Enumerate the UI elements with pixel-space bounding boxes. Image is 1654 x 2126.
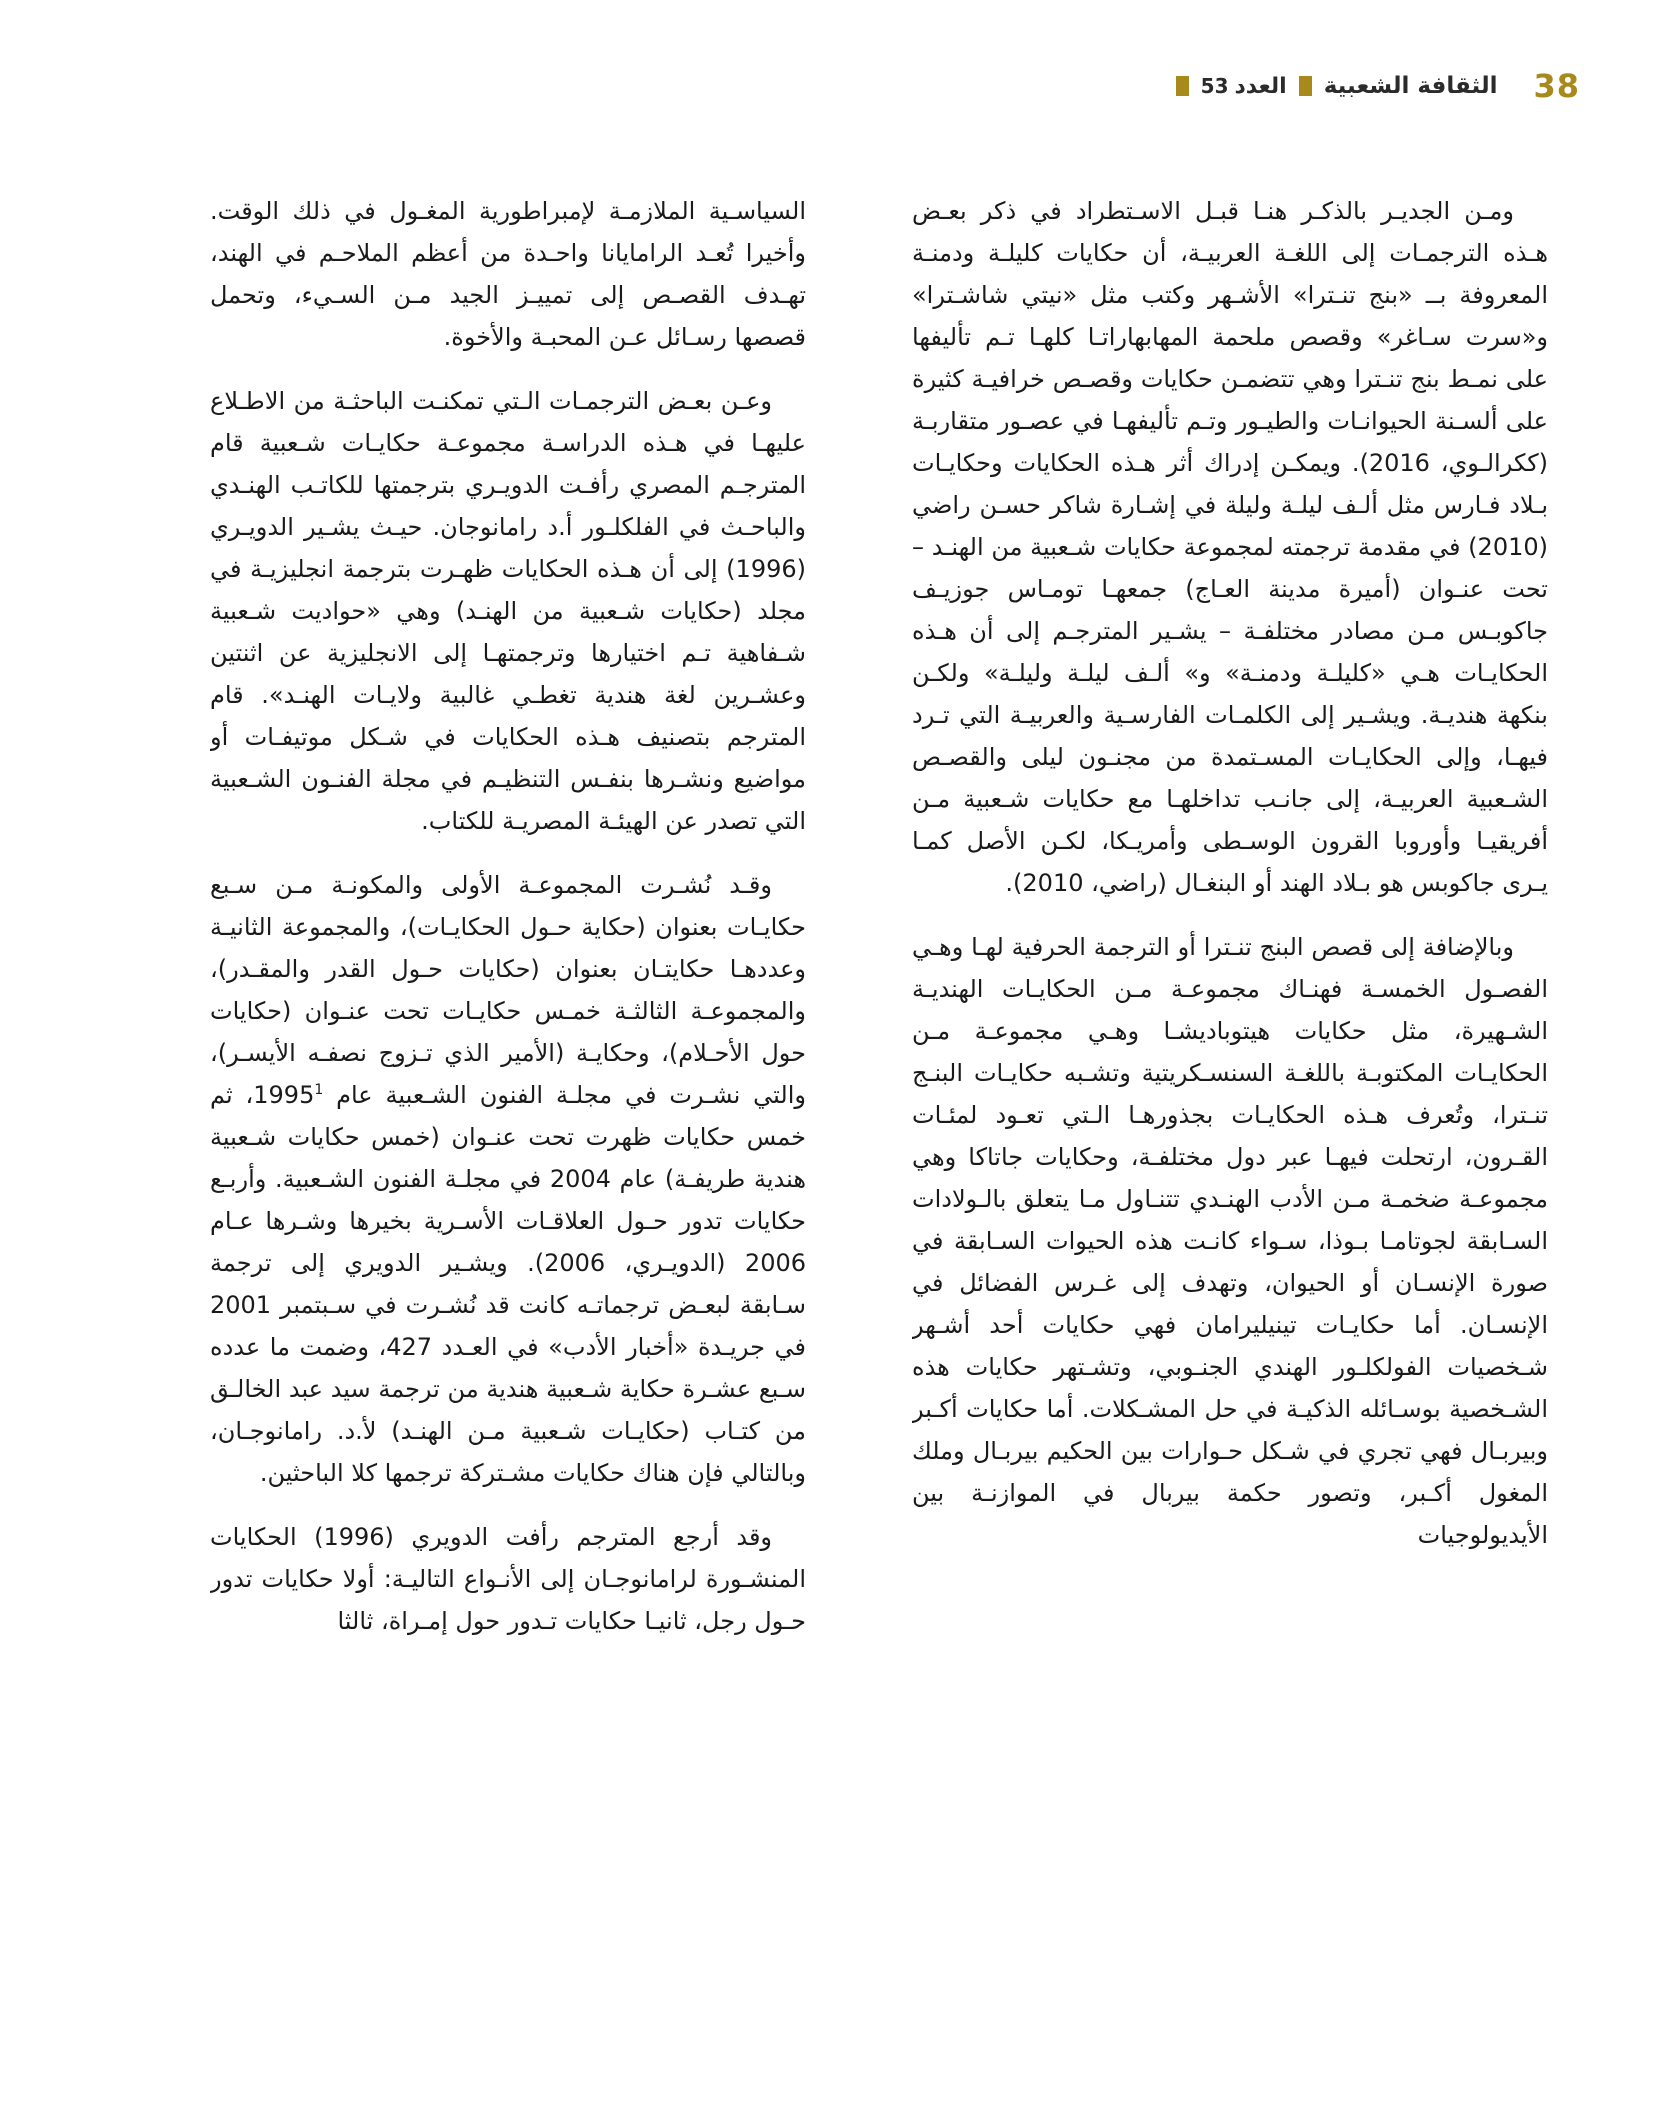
paragraph: وقد أرجع المترجم رأفت الدويري (1996) الحكايات المنشـورة لرامانوجـان إلى الأنـواع التاليـة: أولا حكايات تدور حـول رجل، ثانيـا حكايات تـدور حول إمـراة، ثالثا xyxy=(210,1523,806,1635)
paragraph-text: ، ثم خمس حكايات ظهرت تحت عنـوان (خمس حكايات شـعبية هندية طريفـة) عام 2004 في مجلـة الفنون الشـعبية. وأربـع حكايات تدور حـول العلاقـات الأسـرية بخيرها وشـرها عـام 2006 (الدويـري، 2006). ويشـير الدويري إلى ترجمة سـابقة لبعـض ترجماتـه كانت قد نُشـرت في سـبتمبر 2001 في جريـدة «أخبار الأدب» في العـدد 427، وضمت ما عدده سـبع عشـرة حكاية شـعبية هندية من ترجمة سيد عبد الخالـق من كتـاب (حكايـات شـعبية مـن الهنـد) لأ.د. رامانوجـان، وبالتالي فإن هناك حكايات مشـتركة ترجمها كلا الباحثين. xyxy=(210,1081,806,1487)
issue-label xyxy=(1201,74,1287,99)
paragraph-text: وقـد نُشـرت المجموعـة الأولى والمكونـة مـن سـبع حكايـات بعنوان (حكاية حـول الحكايـات)، والمجموعة الثانيـة وعددهـا حكايتـان بعنوان (حكايات حـول القدر والمقـدر)، والمجموعـة الثالثـة خمـس حكايـات تحت عنـوان (حكايات حول الأحـلام)، وحكايـة (الأمير الذي تـزوج نصفـه الأيسـر)، والتي نشـرت في مجلـة الفنون الشـعبية عام 1995 xyxy=(210,871,806,1109)
page-number: 38 xyxy=(1533,67,1580,105)
paragraph: السياسـية الملازمـة لإمبراطورية المغـول في ذلك الوقت. وأخيرا تُعـد الرامايانا واحـدة من أعظم الملاحـم في الهند، تهـدف القصـص إلى تمييـز الجيد مـن السـيء، وتحمل قصصها رسـائل عـن المحبـة والأخوة. xyxy=(210,197,806,351)
issue-number: 53 xyxy=(1200,74,1229,98)
issue-word: العدد xyxy=(1234,73,1287,99)
running-header xyxy=(1160,66,1580,106)
paragraph: ومـن الجديـر بالذكـر هنـا قبـل الاسـتطراد في ذكر بعـض هـذه الترجمـات إلى اللغـة العربيـة، أن حكايات كليلـة ودمنـة المعروفة بــ «بنج تنـترا» الأشـهر وكتب مثل «نيتي شاشـترا» و«سرت سـاغر» وقصص ملحمة المهابهاراتـا كلهـا تـم تأليفها على نمـط بنج تنـترا وهي تتضمـن حكايات وقصـص خرافيـة كثيرة على ألسـنة الحيوانـات والطيـور وتـم تأليفهـا في عصـور متقاربـة (ككرالـوي، 2016). ويمكـن إدراك أثر هـذه الحكايات وحكايـات بـلاد فـارس مثل ألـف ليلـة وليلة في إشـارة شاكر حسـن راضي (2010) في مقدمة ترجمته لمجموعة حكايات شـعبية من الهنـد – تحت عنـوان (أميرة مدينة العـاج) جمعهـا تومـاس جوزيـف جاكوبـس مـن مصادر مختلفـة – يشـير المترجـم إلى أن هـذه الحكايـات هـي «كليلـة ودمنـة» و» ألـف ليلـة وليلـة» ولكـن بنكهة هنديـة. ويشـير إلى الكلمـات الفارسـية والعربيـة التي تـرد فيهـا، وإلى الحكايـات المسـتمدة من مجنـون ليلى والقصـص الشـعبية العربيـة، إلى جانـب تداخلهـا مع حكايات شـعبية مـن أفريقيـا وأوروبا القرون الوسـطى وأمريـكا، لكـن الأصل كمـا يـرى جاكوبس هو بـلاد الهند أو البنغـال (راضي، 2010). xyxy=(912,197,1548,897)
left-text-column xyxy=(210,190,806,1990)
header-marker-square xyxy=(1299,76,1312,96)
header-marker-square xyxy=(1176,76,1189,96)
paragraph: وبالإضافة إلى قصص البنج تنـترا أو الترجمة الحرفية لهـا وهـي الفصـول الخمسـة فهنـاك مجموعـة مـن الحكايـات الهنديـة الشـهيرة، مثل حكايات هيتوباديشـا وهـي مجموعـة مـن الحكايـات المكتوبـة باللغـة السنسـكريتية وتشـبه حكايـات البنـج تنـترا، وتُعرف هـذه الحكايـات بجذورهـا الـتي تعـود لمئـات القـرون، ارتحلت فيهـا عبر دول مختلفـة، وحكايات جاتاكا وهي مجموعـة ضخمـة مـن الأدب الهنـدي تتنـاول مـا يتعلق بالـولادات السـابقة لجوتامـا بـوذا، سـواء كانـت هذه الحيوات السـابقة في صورة الإنسـان أو الحيوان، وتهدف إلى غـرس الفضائل في الإنسـان. أما حكايـات تينيليرامان فهي حكايات أحد أشـهر شـخصيات الفولكلـور الهندي الجنـوبي، وتشـتهر حكايات هذه الشـخصية بوسـائله الذكيـة في حل المشـكلات. أما حكايات أكـبر وبيربـال فهي تجري في شـكل حـوارات بين الحكيم بيربـال وملك المغول أكـبر، وتصور حكمة بيربال في الموازنـة بين الأيديولوجيات xyxy=(912,933,1548,1549)
right-text-column xyxy=(912,190,1548,1990)
footnote-mark: 1 xyxy=(314,1082,324,1098)
paragraph: وعـن بعـض الترجمـات الـتي تمكنـت الباحثـة من الاطـلاع عليهـا في هـذه الدراسـة مجموعـة حكايـات شـعبية قام المترجـم المصري رأفـت الدويـري بترجمتها للكاتـب الهنـدي والباحـث في الفلكلـور أ.د رامانوجان. حيـث يشـير الدويـري (1996) إلى أن هـذه الحكايات ظهـرت بترجمة انجليزيـة في مجلد (حكايات شـعبية من الهنـد) وهي «حواديت شـعبية شـفاهية تـم اختيارها وترجمتهـا إلى الانجليزية عن اثنتين وعشـرين لغة هندية تغطـي غالبية ولايـات الهنـد». قام المترجم بتصنيف هـذه الحكايات في شـكل موتيفـات أو مواضيع ونشـرها بنفـس التنظيـم في مجلة الفنـون الشـعبية التي تصدر عن الهيئـة المصريـة للكتاب. xyxy=(210,387,806,835)
paragraph-with-footnote xyxy=(210,864,806,1494)
magazine-title: الثقافة الشعبية xyxy=(1323,73,1498,99)
